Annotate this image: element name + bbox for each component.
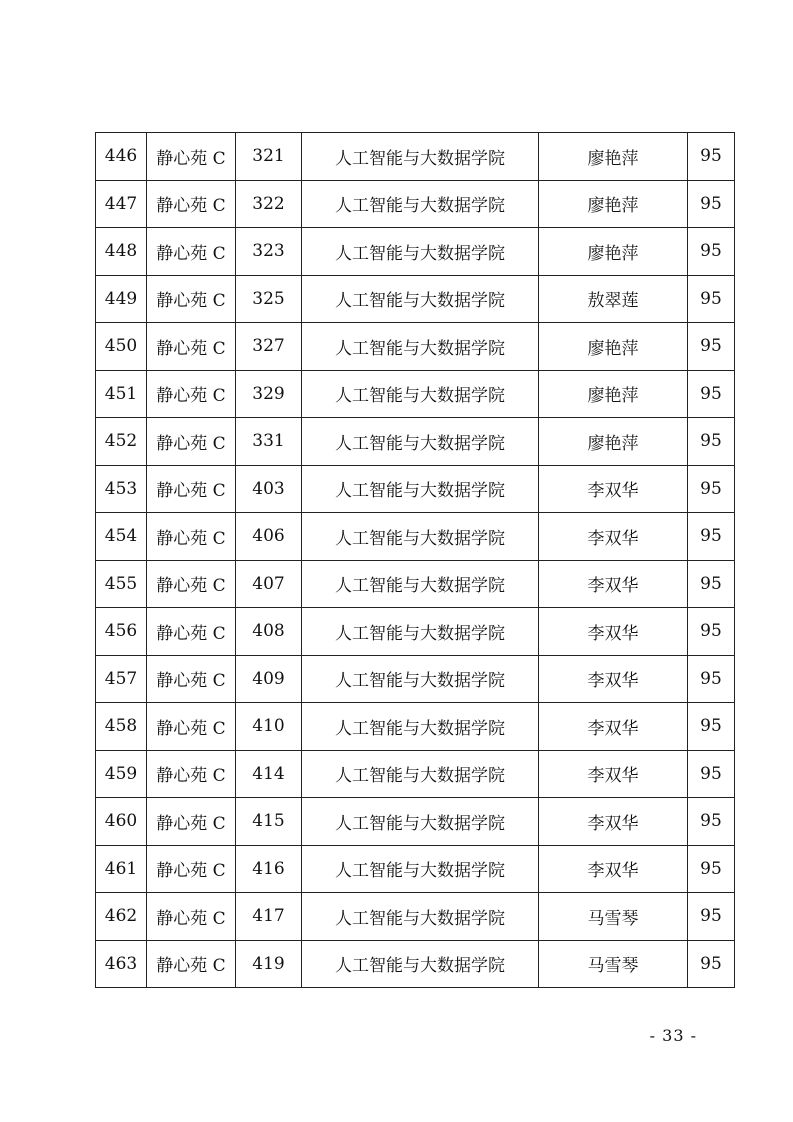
building-cell: 静心苑 C bbox=[147, 703, 236, 751]
building-cell: 静心苑 C bbox=[147, 513, 236, 561]
row-number-cell: 453 bbox=[96, 465, 147, 513]
row-number-cell: 461 bbox=[96, 845, 147, 893]
room-cell: 327 bbox=[236, 323, 302, 371]
score-cell: 95 bbox=[688, 513, 735, 561]
person-in-charge-cell: 李双华 bbox=[539, 465, 688, 513]
room-cell: 322 bbox=[236, 180, 302, 228]
college-cell: 人工智能与大数据学院 bbox=[302, 465, 539, 513]
building-cell: 静心苑 C bbox=[147, 465, 236, 513]
room-cell: 406 bbox=[236, 513, 302, 561]
table-row bbox=[96, 513, 735, 561]
building-cell: 静心苑 C bbox=[147, 180, 236, 228]
college-cell: 人工智能与大数据学院 bbox=[302, 845, 539, 893]
row-number-cell: 462 bbox=[96, 893, 147, 941]
college-cell: 人工智能与大数据学院 bbox=[302, 608, 539, 656]
table-row bbox=[96, 560, 735, 608]
table-row bbox=[96, 750, 735, 798]
room-cell: 414 bbox=[236, 750, 302, 798]
table-row bbox=[96, 133, 735, 181]
table-row bbox=[96, 798, 735, 846]
room-cell: 325 bbox=[236, 275, 302, 323]
college-cell: 人工智能与大数据学院 bbox=[302, 275, 539, 323]
room-cell: 409 bbox=[236, 655, 302, 703]
building-cell: 静心苑 C bbox=[147, 655, 236, 703]
score-cell: 95 bbox=[688, 703, 735, 751]
room-cell: 415 bbox=[236, 798, 302, 846]
person-in-charge-cell: 廖艳萍 bbox=[539, 418, 688, 466]
row-number-cell: 450 bbox=[96, 323, 147, 371]
score-cell: 95 bbox=[688, 323, 735, 371]
score-cell: 95 bbox=[688, 418, 735, 466]
room-cell: 403 bbox=[236, 465, 302, 513]
person-in-charge-cell: 李双华 bbox=[539, 513, 688, 561]
row-number-cell: 451 bbox=[96, 370, 147, 418]
room-cell: 419 bbox=[236, 940, 302, 988]
score-cell: 95 bbox=[688, 893, 735, 941]
person-in-charge-cell: 李双华 bbox=[539, 703, 688, 751]
row-number-cell: 448 bbox=[96, 228, 147, 276]
college-cell: 人工智能与大数据学院 bbox=[302, 228, 539, 276]
person-in-charge-cell: 李双华 bbox=[539, 560, 688, 608]
score-cell: 95 bbox=[688, 560, 735, 608]
building-cell: 静心苑 C bbox=[147, 418, 236, 466]
building-cell: 静心苑 C bbox=[147, 228, 236, 276]
score-cell: 95 bbox=[688, 133, 735, 181]
building-cell: 静心苑 C bbox=[147, 560, 236, 608]
room-cell: 329 bbox=[236, 370, 302, 418]
building-cell: 静心苑 C bbox=[147, 370, 236, 418]
college-cell: 人工智能与大数据学院 bbox=[302, 180, 539, 228]
college-cell: 人工智能与大数据学院 bbox=[302, 940, 539, 988]
row-number-cell: 452 bbox=[96, 418, 147, 466]
table-row bbox=[96, 845, 735, 893]
row-number-cell: 447 bbox=[96, 180, 147, 228]
room-cell: 323 bbox=[236, 228, 302, 276]
room-cell: 410 bbox=[236, 703, 302, 751]
building-cell: 静心苑 C bbox=[147, 893, 236, 941]
college-cell: 人工智能与大数据学院 bbox=[302, 655, 539, 703]
row-number-cell: 446 bbox=[96, 133, 147, 181]
person-in-charge-cell: 敖翠莲 bbox=[539, 275, 688, 323]
room-cell: 408 bbox=[236, 608, 302, 656]
room-cell: 321 bbox=[236, 133, 302, 181]
building-cell: 静心苑 C bbox=[147, 798, 236, 846]
person-in-charge-cell: 李双华 bbox=[539, 608, 688, 656]
score-cell: 95 bbox=[688, 940, 735, 988]
score-cell: 95 bbox=[688, 465, 735, 513]
college-cell: 人工智能与大数据学院 bbox=[302, 323, 539, 371]
college-cell: 人工智能与大数据学院 bbox=[302, 560, 539, 608]
dormitory-score-table bbox=[95, 132, 735, 988]
row-number-cell: 456 bbox=[96, 608, 147, 656]
room-cell: 416 bbox=[236, 845, 302, 893]
row-number-cell: 454 bbox=[96, 513, 147, 561]
table-row bbox=[96, 418, 735, 466]
college-cell: 人工智能与大数据学院 bbox=[302, 750, 539, 798]
score-cell: 95 bbox=[688, 275, 735, 323]
college-cell: 人工智能与大数据学院 bbox=[302, 513, 539, 561]
table-row bbox=[96, 655, 735, 703]
person-in-charge-cell: 马雪琴 bbox=[539, 940, 688, 988]
person-in-charge-cell: 廖艳萍 bbox=[539, 133, 688, 181]
college-cell: 人工智能与大数据学院 bbox=[302, 370, 539, 418]
room-cell: 407 bbox=[236, 560, 302, 608]
score-cell: 95 bbox=[688, 798, 735, 846]
score-cell: 95 bbox=[688, 655, 735, 703]
room-cell: 331 bbox=[236, 418, 302, 466]
college-cell: 人工智能与大数据学院 bbox=[302, 703, 539, 751]
college-cell: 人工智能与大数据学院 bbox=[302, 133, 539, 181]
score-cell: 95 bbox=[688, 370, 735, 418]
score-cell: 95 bbox=[688, 750, 735, 798]
college-cell: 人工智能与大数据学院 bbox=[302, 893, 539, 941]
table-row bbox=[96, 370, 735, 418]
page-number: - 33 - bbox=[649, 1026, 697, 1045]
table-row bbox=[96, 180, 735, 228]
table-row bbox=[96, 323, 735, 371]
person-in-charge-cell: 李双华 bbox=[539, 750, 688, 798]
room-cell: 417 bbox=[236, 893, 302, 941]
person-in-charge-cell: 廖艳萍 bbox=[539, 370, 688, 418]
table-row bbox=[96, 228, 735, 276]
row-number-cell: 460 bbox=[96, 798, 147, 846]
row-number-cell: 458 bbox=[96, 703, 147, 751]
row-number-cell: 457 bbox=[96, 655, 147, 703]
college-cell: 人工智能与大数据学院 bbox=[302, 418, 539, 466]
table-row bbox=[96, 940, 735, 988]
table-body bbox=[96, 133, 735, 988]
table-row bbox=[96, 275, 735, 323]
building-cell: 静心苑 C bbox=[147, 845, 236, 893]
score-cell: 95 bbox=[688, 180, 735, 228]
row-number-cell: 449 bbox=[96, 275, 147, 323]
college-cell: 人工智能与大数据学院 bbox=[302, 798, 539, 846]
building-cell: 静心苑 C bbox=[147, 275, 236, 323]
person-in-charge-cell: 廖艳萍 bbox=[539, 228, 688, 276]
row-number-cell: 455 bbox=[96, 560, 147, 608]
building-cell: 静心苑 C bbox=[147, 133, 236, 181]
person-in-charge-cell: 李双华 bbox=[539, 798, 688, 846]
person-in-charge-cell: 马雪琴 bbox=[539, 893, 688, 941]
row-number-cell: 459 bbox=[96, 750, 147, 798]
score-cell: 95 bbox=[688, 845, 735, 893]
score-cell: 95 bbox=[688, 228, 735, 276]
person-in-charge-cell: 廖艳萍 bbox=[539, 180, 688, 228]
building-cell: 静心苑 C bbox=[147, 608, 236, 656]
person-in-charge-cell: 廖艳萍 bbox=[539, 323, 688, 371]
table-row bbox=[96, 465, 735, 513]
row-number-cell: 463 bbox=[96, 940, 147, 988]
building-cell: 静心苑 C bbox=[147, 750, 236, 798]
table-row bbox=[96, 893, 735, 941]
score-cell: 95 bbox=[688, 608, 735, 656]
person-in-charge-cell: 李双华 bbox=[539, 845, 688, 893]
person-in-charge-cell: 李双华 bbox=[539, 655, 688, 703]
table-row bbox=[96, 703, 735, 751]
table-row bbox=[96, 608, 735, 656]
building-cell: 静心苑 C bbox=[147, 323, 236, 371]
building-cell: 静心苑 C bbox=[147, 940, 236, 988]
